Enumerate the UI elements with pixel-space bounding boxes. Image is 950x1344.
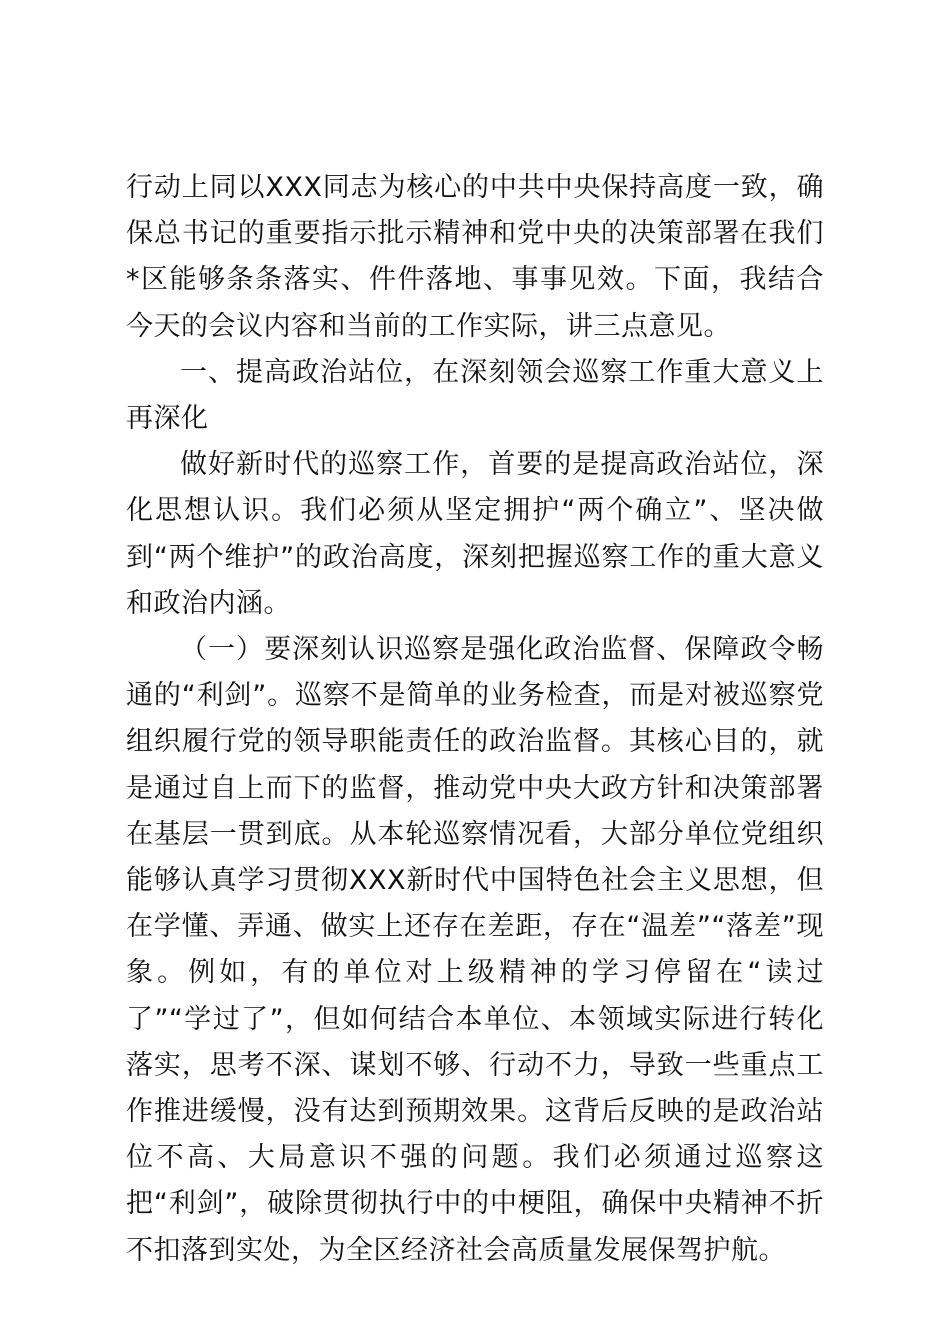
body-paragraph-continuation: 行动上同以XXX同志为核心的中共中央保持高度一致，确保总书记的重要指示批示精神和党中央的决策部署在我们*区能够条条落实、件件落地、事事见效。下面，我结合今天的会议内容和当前的工作实际，讲三点意见。 bbox=[126, 172, 824, 342]
section-heading-1: 一、提高政治站位，在深刻领会巡察工作重大意义上再深化 bbox=[126, 356, 824, 435]
document-body bbox=[126, 165, 824, 1274]
body-paragraph-intro: 做好新时代的巡察工作，首要的是提高政治站位，深化思想认识。我们必须从坚定拥护“两个确立”、坚决做到“两个维护”的政治高度，深刻把握巡察工作的重大意义和政治内涵。 bbox=[126, 449, 824, 619]
subsection-paragraph-1: （一）要深刻认识巡察是强化政治监督、保障政令畅通的“利剑”。巡察不是简单的业务检查，而是对被巡察党组织履行党的领导职能责任的政治监督。其核心目的，就是通过自上而下的监督，推动党中央大政方针和决策部署在基层一贯到底。从本轮巡察情况看，大部分单位党组织能够认真学习贯彻XXX新时代中国特色社会主义思想，但在学懂、弄通、做实上还存在差距，存在“温差”“落差”现象。例如，有的单位对上级精神的学习停留在“读过了”“学过了”，但如何结合本单位、本领域实际进行转化落实，思考不深、谋划不够、行动不力，导致一些重点工作推进缓慢，没有达到预期效果。这背后反映的是政治站位不高、大局意识不强的问题。我们必须通过巡察这把“利剑”，破除贯彻执行中的中梗阻，确保中央精神不折不扣落到实处，为全区经济社会高质量发展保驾护航。 bbox=[126, 634, 824, 1266]
